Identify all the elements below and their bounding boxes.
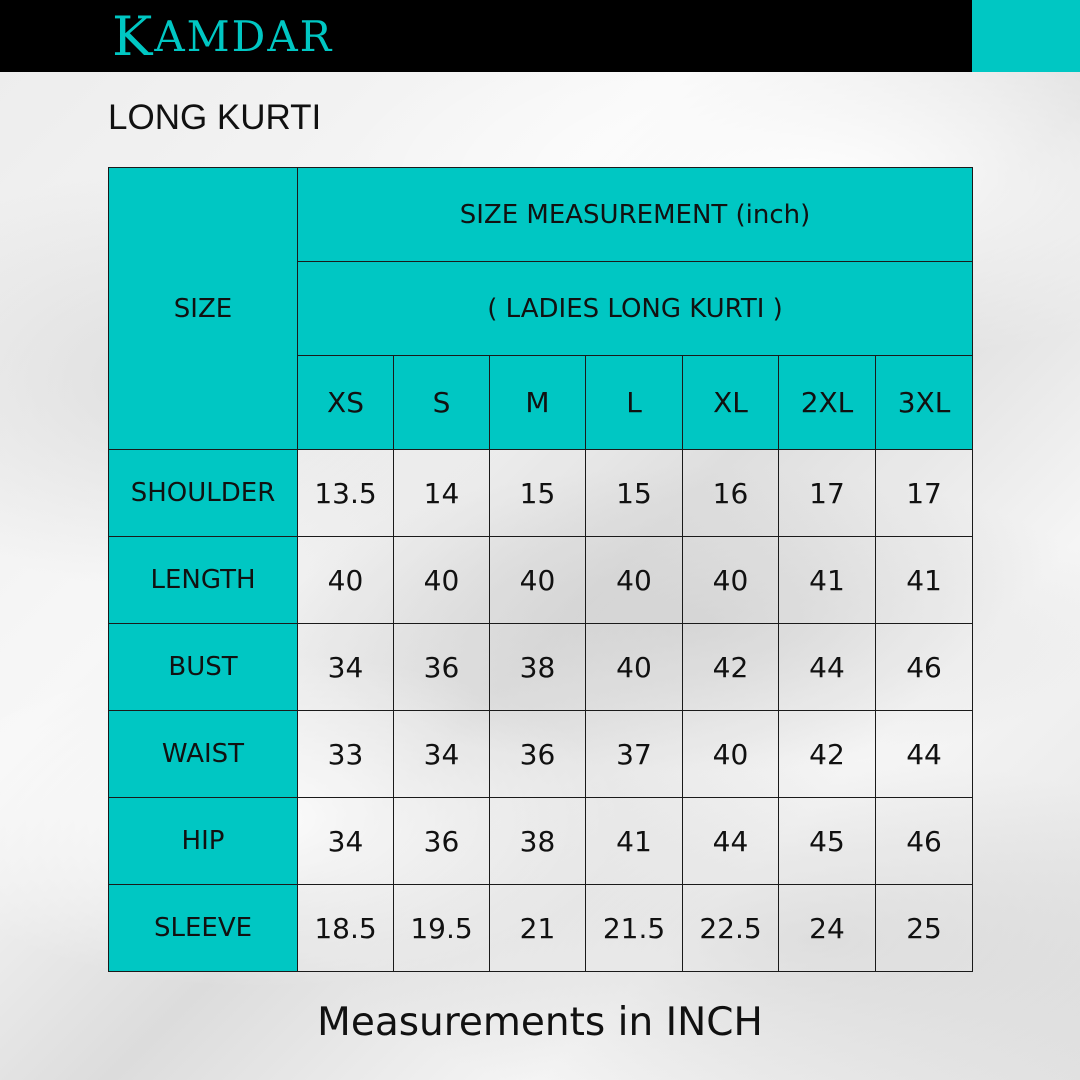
page-title: LONG KURTI <box>108 98 322 137</box>
measurement-cell: 40 <box>490 537 586 624</box>
measurement-header-cell: SIZE MEASUREMENT (inch) <box>298 168 973 262</box>
size-column-header: S <box>394 356 490 450</box>
row-label: SHOULDER <box>109 450 298 537</box>
measurement-cell: 40 <box>298 537 394 624</box>
measurement-cell: 42 <box>683 624 779 711</box>
row-label: SLEEVE <box>109 885 298 972</box>
measurement-cell: 44 <box>683 798 779 885</box>
measurement-cell: 38 <box>490 624 586 711</box>
measurement-cell: 14 <box>394 450 490 537</box>
measurement-cell: 19.5 <box>394 885 490 972</box>
measurement-cell: 46 <box>876 624 973 711</box>
size-column-header: L <box>586 356 683 450</box>
measurement-cell: 41 <box>586 798 683 885</box>
header-accent-block <box>972 0 1080 72</box>
brand-logo-rest: AMDAR <box>154 12 334 61</box>
category-header-cell: ( LADIES LONG KURTI ) <box>298 262 973 356</box>
measurement-cell: 16 <box>683 450 779 537</box>
measurement-cell: 40 <box>394 537 490 624</box>
row-label: HIP <box>109 798 298 885</box>
footer-note: Measurements in INCH <box>317 1000 763 1045</box>
measurement-cell: 21 <box>490 885 586 972</box>
measurement-cell: 34 <box>394 711 490 798</box>
measurement-cell: 25 <box>876 885 973 972</box>
table-row <box>109 711 973 798</box>
measurement-cell: 37 <box>586 711 683 798</box>
brand-logo <box>112 6 333 68</box>
table-row <box>109 885 973 972</box>
measurement-cell: 22.5 <box>683 885 779 972</box>
measurement-cell: 40 <box>586 624 683 711</box>
measurement-cell: 13.5 <box>298 450 394 537</box>
brand-logo-initial: K <box>112 5 155 68</box>
measurement-cell: 38 <box>490 798 586 885</box>
row-label: LENGTH <box>109 537 298 624</box>
size-column-header: 3XL <box>876 356 973 450</box>
measurement-cell: 46 <box>876 798 973 885</box>
size-column-header: M <box>490 356 586 450</box>
measurement-cell: 21.5 <box>586 885 683 972</box>
row-label: BUST <box>109 624 298 711</box>
measurement-cell: 40 <box>586 537 683 624</box>
measurement-cell: 41 <box>876 537 973 624</box>
measurement-cell: 17 <box>876 450 973 537</box>
measurement-cell: 17 <box>779 450 876 537</box>
measurement-cell: 34 <box>298 624 394 711</box>
table-row <box>109 798 973 885</box>
measurement-cell: 15 <box>490 450 586 537</box>
measurement-cell: 36 <box>394 798 490 885</box>
table-row <box>109 624 973 711</box>
measurement-cell: 24 <box>779 885 876 972</box>
measurement-cell: 40 <box>683 711 779 798</box>
measurement-cell: 34 <box>298 798 394 885</box>
table-row <box>109 537 973 624</box>
row-label: WAIST <box>109 711 298 798</box>
size-column-header: XL <box>683 356 779 450</box>
measurement-cell: 36 <box>490 711 586 798</box>
measurement-cell: 36 <box>394 624 490 711</box>
measurement-cell: 18.5 <box>298 885 394 972</box>
measurement-cell: 15 <box>586 450 683 537</box>
size-chart-table <box>108 167 973 972</box>
header-row-measurement <box>109 168 973 262</box>
measurement-cell: 40 <box>683 537 779 624</box>
measurement-cell: 41 <box>779 537 876 624</box>
measurement-cell: 44 <box>876 711 973 798</box>
measurement-cell: 33 <box>298 711 394 798</box>
size-header-cell: SIZE <box>109 168 298 450</box>
table-row <box>109 450 973 537</box>
measurement-cell: 42 <box>779 711 876 798</box>
size-column-header: XS <box>298 356 394 450</box>
size-column-header: 2XL <box>779 356 876 450</box>
measurement-cell: 44 <box>779 624 876 711</box>
measurement-cell: 45 <box>779 798 876 885</box>
